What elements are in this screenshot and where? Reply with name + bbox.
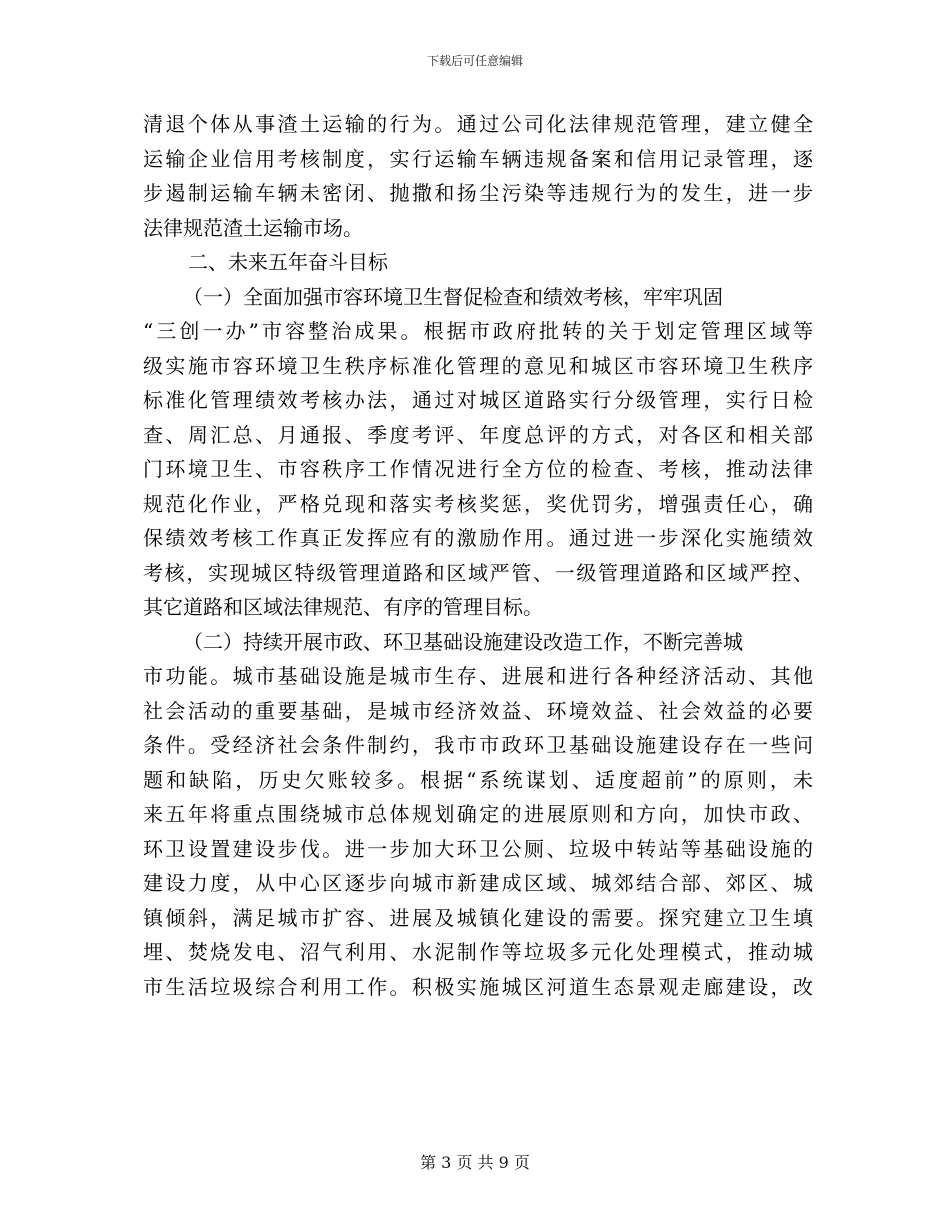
text-line: “三创一办”市容整治成果。根据市政府批转的关于划定管理区域等 [143,319,813,343]
page-number-footer: 第 3 页 共 9 页 [420,1153,530,1172]
text-line: 环卫设置建设步伐。进一步加大环卫公厕、垃圾中转站等基础设施的 [143,836,813,861]
text-line: 建设力度，从中心区逐步向城市新建成区域、城郊结合部、郊区、城 [143,871,813,895]
document-body [143,107,813,1004]
text-line: 考核，实现城区特级管理道路和区域严管、一级管理道路和区域严控、 [143,560,813,585]
text-line: 规范化作业，严格兑现和落实考核奖惩，奖优罚劣，增强责任心，确 [143,491,813,516]
text-line: 市生活垃圾综合利用工作。积极实施城区河道生态景观走廊建设，改 [143,974,813,999]
section-heading: 二、未来五年奋斗目标 [188,250,388,274]
text-line: 条件。受经济社会条件制约，我市市政环卫基础设施建设存在一些问 [143,733,813,757]
text-line: 社会活动的重要基础，是城市经济效益、环境效益、社会效益的必要 [143,698,813,723]
text-line: 其它道路和区域法律规范、有序的管理目标。 [143,595,543,619]
text-line: 标准化管理绩效考核办法，通过对城区道路实行分级管理，实行日检 [143,388,813,412]
paragraph-first-line: （一）全面加强市容环境卫生督促检查和绩效考核，牢牢巩固 [183,284,723,309]
text-line: 市功能。城市基础设施是城市生存、进展和进行各种经济活动、其他 [143,664,813,688]
text-line: 法律规范渣土运输市场。 [143,215,363,240]
text-line: 埋、焚烧发电、沼气利用、水泥制作等垃圾多元化处理模式，推动城 [143,940,813,964]
text-line: 保绩效考核工作真正发挥应有的激励作用。通过进一步深化实施绩效 [143,526,813,550]
text-line: 步遏制运输车辆未密闭、抛撒和扬尘污染等违规行为的发生，进一步 [143,181,813,205]
text-line: 题和缺陷，历史欠账较多。根据“系统谋划、适度超前”的原则，未 [143,767,813,792]
paragraph-first-line: （二）持续开展市政、环卫基础设施建设改造工作，不断完善城 [183,629,743,654]
text-line: 级实施市容环境卫生秩序标准化管理的意见和城区市容环境卫生秩序 [143,353,813,378]
text-line: 运输企业信用考核制度，实行运输车辆违规备案和信用记录管理，逐 [143,146,813,171]
text-line: 清退个体从事渣土运输的行为。通过公司化法律规范管理，建立健全 [143,112,813,136]
text-line: 镇倾斜，满足城市扩容、进展及城镇化建设的需要。探究建立卫生填 [143,905,813,930]
text-line: 门环境卫生、市容秩序工作情况进行全方位的检查、考核，推动法律 [143,457,813,481]
text-line: 来五年将重点围绕城市总体规划确定的进展原则和方向，加快市政、 [143,802,813,826]
page-header: 下载后可任意编辑 [426,54,523,68]
text-line: 查、周汇总、月通报、季度考评、年度总评的方式，对各区和相关部 [143,422,813,447]
